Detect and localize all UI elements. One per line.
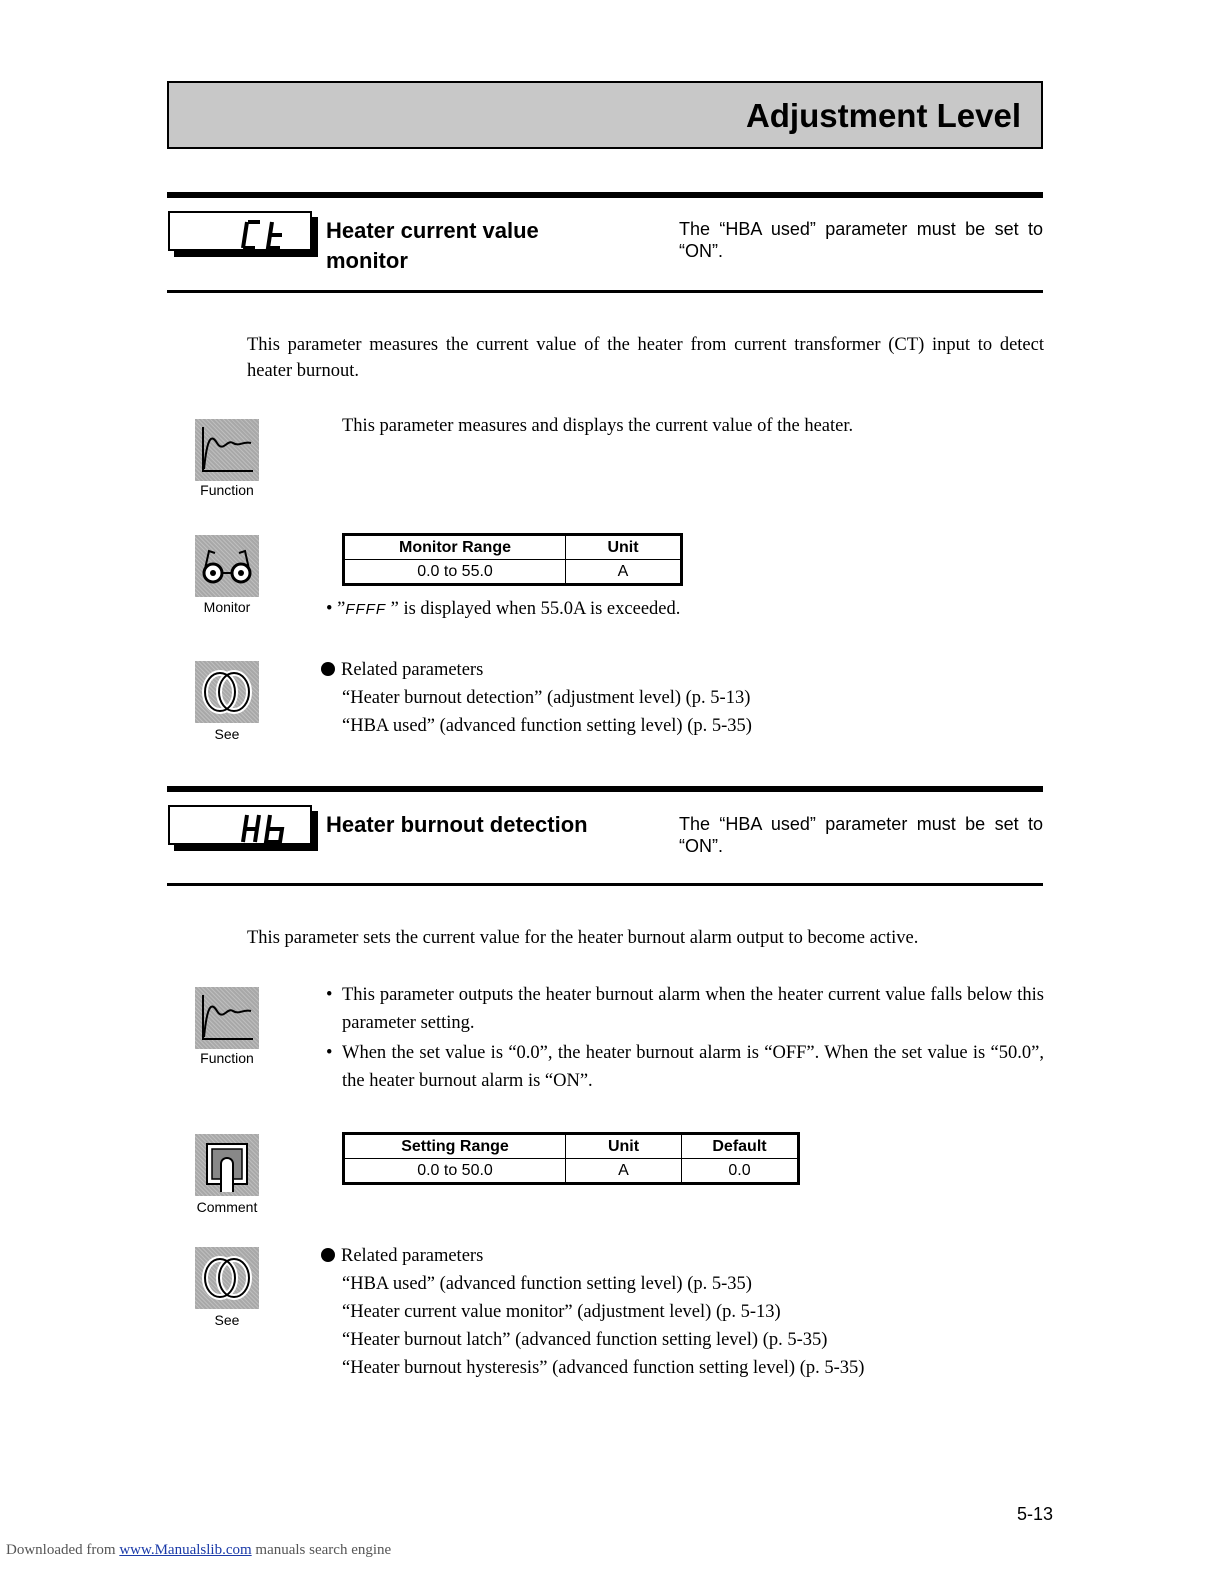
table-header: Setting Range [344, 1134, 566, 1159]
table-cell: 0.0 to 50.0 [344, 1159, 566, 1184]
related-item: “HBA used” (advanced function setting level) (p. 5-35) [342, 1274, 752, 1294]
bullet-icon [321, 1248, 335, 1262]
related-item: “Heater current value monitor” (adjustment level) (p. 5-13) [342, 1302, 781, 1322]
section-top-rule [167, 786, 1043, 792]
monitor-icon [195, 535, 259, 597]
note-line: • ”FFFF ” is displayed when 55.0A is exceeded. [326, 599, 681, 619]
related-item: “Heater burnout detection” (adjustment level) (p. 5-13) [342, 688, 751, 708]
page-number: 5-13 [1017, 1504, 1054, 1524]
table-header: Unit [566, 1134, 682, 1159]
see-icon [195, 1247, 259, 1309]
list-item: • When the set value is “0.0”, the heater burnout alarm is “OFF”. When the set value is “50.0”, the heater burnout alarm is “ON”. [326, 1043, 1044, 1091]
section-top-rule [167, 192, 1043, 198]
display-code-box [168, 805, 312, 845]
comment-icon [195, 1134, 259, 1196]
table-header: Default [682, 1134, 799, 1159]
ct-code-icon [240, 218, 288, 250]
table-cell: 0.0 to 55.0 [344, 560, 566, 585]
monitor-icon-label: Monitor [203, 599, 251, 615]
monitor-range-table [342, 533, 683, 586]
section-bottom-rule [167, 290, 1043, 293]
setting-range-table [342, 1132, 800, 1185]
footer: Downloaded from www.Manualslib.com manuals search engine [6, 1542, 392, 1558]
manualslib-link[interactable]: www.Manualslib.com [119, 1542, 252, 1558]
related-item: “HBA used” (advanced function setting level) (p. 5-35) [342, 716, 752, 736]
hb-code-icon [240, 812, 288, 844]
section-title: Heater current value monitor [326, 218, 539, 273]
related-parameters: Related parameters “HBA used” (advanced function setting level) (p. 5-35) “Heater current value monitor” (adjustment level) (p. 5-13) “Heater burnout latch” (advanced function setting level) (p. 5-35) “Heater burnout hysteresis” (advanced function setting level) (p. 5-35) [321, 1242, 864, 1382]
table-cell: A [566, 560, 682, 585]
page-header [167, 81, 1043, 149]
function-bullets [326, 981, 1044, 1095]
table-cell: 0.0 [682, 1159, 799, 1184]
section-title: Heater burnout detection [326, 812, 588, 837]
page-title: Adjustment Level [745, 97, 1021, 134]
display-code-box [168, 211, 312, 251]
comment-icon-label: Comment [196, 1199, 258, 1215]
section-bottom-rule [167, 883, 1043, 886]
list-item: • This parameter outputs the heater burnout alarm when the heater current value falls below this parameter setting. [326, 985, 1044, 1033]
see-icon-label: See [214, 1312, 240, 1328]
bullet-icon [321, 662, 335, 676]
table-header: Unit [566, 535, 682, 560]
see-icon-label: See [214, 726, 240, 742]
function-icon-label: Function [200, 482, 254, 498]
function-icon-label: Function [200, 1050, 254, 1066]
table-header: Monitor Range [344, 535, 566, 560]
ffff-display-code: FFFF [345, 601, 386, 618]
function-icon [195, 419, 259, 481]
related-parameters: Related parameters “Heater burnout detection” (adjustment level) (p. 5-13) “HBA used” (advanced function setting level) (p. 5-35) [321, 656, 752, 740]
function-icon [195, 987, 259, 1049]
section-intro: This parameter measures the current value of the heater from current transformer (CT) input to detect heater burnout. [247, 335, 1044, 381]
condition-text: The “HBA used” parameter must be set to “ON”. [679, 219, 1043, 261]
condition-text: The “HBA used” parameter must be set to “ON”. [679, 814, 1043, 856]
related-item: “Heater burnout latch” (advanced function setting level) (p. 5-35) [342, 1330, 828, 1350]
table-cell: A [566, 1159, 682, 1184]
see-icon [195, 661, 259, 723]
function-text: This parameter measures and displays the current value of the heater. [342, 416, 854, 436]
section-intro: This parameter sets the current value for the heater burnout alarm output to become active. [247, 928, 919, 948]
related-item: “Heater burnout hysteresis” (advanced function setting level) (p. 5-35) [342, 1358, 865, 1378]
